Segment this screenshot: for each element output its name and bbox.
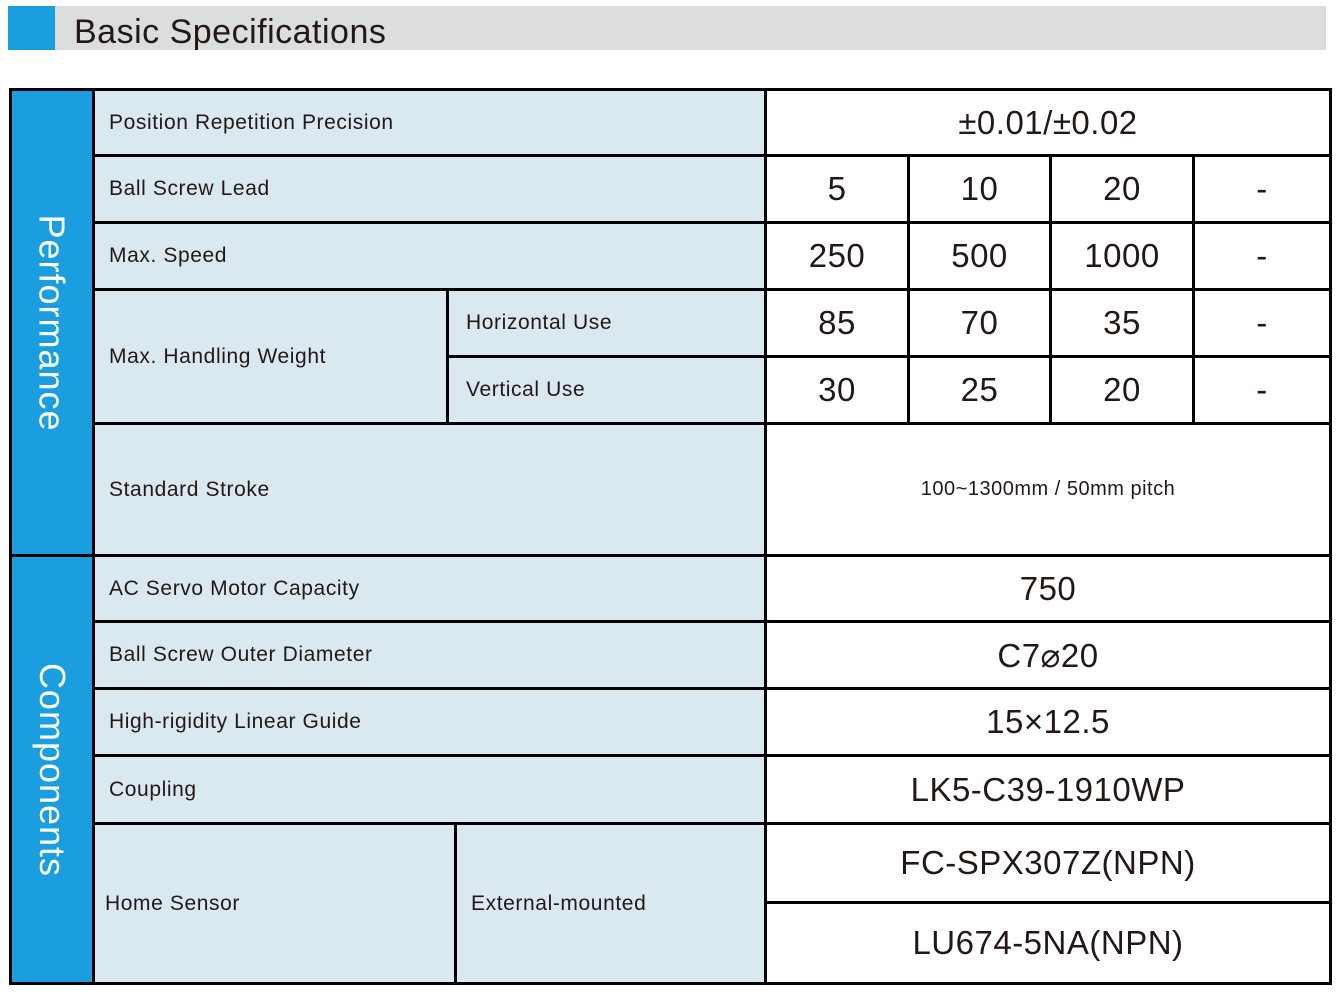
row-label-diameter: Ball Screw Outer Diameter	[95, 623, 764, 687]
row-label-external-mounted: External-mounted	[457, 825, 764, 982]
spec-table	[9, 88, 1332, 985]
table-cell: 500	[910, 224, 1049, 288]
row-label-motor: AC Servo Motor Capacity	[95, 557, 764, 620]
table-cell: 1000	[1052, 224, 1192, 288]
row-label-stroke: Standard Stroke	[95, 425, 764, 554]
row-label-lead: Ball Screw Lead	[95, 157, 764, 221]
row-value-precision: ±0.01/±0.02	[767, 91, 1329, 154]
row-value-sensor-2: LU674-5NA(NPN)	[767, 904, 1329, 982]
group-performance-label: Performance	[32, 213, 73, 432]
table-cell: -	[1195, 157, 1329, 221]
table-cell: 250	[767, 224, 907, 288]
row-label-guide: High-rigidity Linear Guide	[95, 690, 764, 754]
row-value-diameter: C7⌀20	[767, 623, 1329, 687]
table-cell: -	[1195, 358, 1329, 422]
row-value-coupling: LK5-C39-1910WP	[767, 757, 1329, 822]
row-value-sensor-1: FC-SPX307Z(NPN)	[767, 825, 1329, 901]
row-label-weight: Max. Handling Weight	[95, 291, 446, 422]
row-label-horizontal: Horizontal Use	[449, 291, 764, 355]
table-cell: 10	[910, 157, 1049, 221]
table-cell: -	[1195, 291, 1329, 355]
section-title: Basic Specifications	[74, 13, 387, 51]
table-cell: 85	[767, 291, 907, 355]
row-label-vertical: Vertical Use	[449, 358, 764, 422]
table-cell: 25	[910, 358, 1049, 422]
row-value-stroke: 100~1300mm / 50mm pitch	[767, 425, 1329, 554]
table-cell: 70	[910, 291, 1049, 355]
row-label-precision: Position Repetition Precision	[95, 91, 764, 154]
group-performance	[12, 91, 92, 554]
table-cell: -	[1195, 224, 1329, 288]
group-components-label: Components	[32, 662, 73, 877]
group-components	[12, 557, 92, 982]
row-value-motor: 750	[767, 557, 1329, 620]
row-label-speed: Max. Speed	[95, 224, 764, 288]
row-label-coupling: Coupling	[95, 757, 764, 822]
row-value-guide: 15×12.5	[767, 690, 1329, 754]
table-cell: 20	[1052, 157, 1192, 221]
row-label-sensor: Home Sensor	[95, 825, 454, 982]
section-header-marker	[8, 6, 55, 50]
table-cell: 30	[767, 358, 907, 422]
table-cell: 20	[1052, 358, 1192, 422]
table-cell: 5	[767, 157, 907, 221]
table-cell: 35	[1052, 291, 1192, 355]
